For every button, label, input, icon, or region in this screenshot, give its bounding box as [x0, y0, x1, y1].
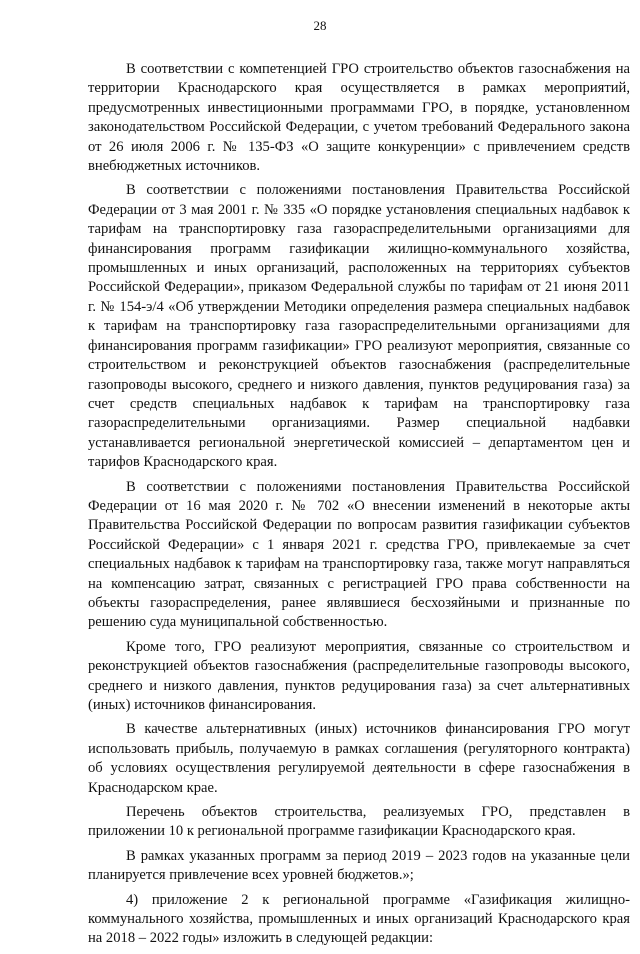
paragraph-special-surcharges: В соответствии с положениями постановления Правительства Российской Федерации от 3 мая 2001 г. № 335 «О порядке установления специальных надбавок к тарифам на транспортировку газа газораспределительными организациями для финансирования программ газификации жилищно-коммунального хозяйства, промышленных и иных организаций, расположенных на территориях субъектов Российской Федерации», приказом Федеральной службы по тарифам от 21 июня 2011 г. № 154-э/4 «Об утверждении Методики определения размера специальных надбавок к тарифам на транспортировку газа газораспределительными организациями для финансирования программ газификации» ГРО реализуют мероприятия, связанные со строительством и реконструкцией объектов газоснабжения (распределительные газопроводы высокого, среднего и низкого давления, пунктов редуцирования газа) за счет средств специальных надбавок к тарифам на транспортировку газа газораспределительными организациями. Размер специальной надбавки устанавливается региональной энергетической комиссией – департаментом цен и тарифов Краснодарского края. [88, 182, 630, 471]
paragraph-decree-702: В соответствии с положениями постановления Правительства Российской Федерации от 16 мая 2020 г. № 702 «О внесении изменений в некоторые акты Правительства Российской Федерации по вопросам развития газификации субъектов Российской Федерации» с 1 января 2021 г. средства ГРО, привлекаемые за счет специальных надбавок к тарифам на транспортировку газа, также могут направляться на компенсацию затрат, связанных с регистрацией ГРО права собственности на объекты газораспределения, ранее являвшиеся бесхозяйными и признанные по решению суда муниципальной собственностью. [88, 478, 630, 631]
paragraph-competence: В соответствии с компетенцией ГРО строительство объектов газоснабжения на территории Краснодарского края осуществляется в рамках мероприятий, предусмотренных инвестиционными программами ГРО, в порядке, установленном законодательством Российской Федерации, с учетом требований Федерального закона от 26 июля 2006 г. № 135-ФЗ «О защите конкуренции» с привлечением средств внебюджетных источников. [88, 61, 630, 175]
page-number: 28 [313, 18, 327, 33]
document-body [88, 60, 630, 954]
paragraph-budget-period: В рамках указанных программ за период 2019 – 2023 годов на указанные цели планируется привлечение всех уровней бюджетов.»; [88, 847, 630, 884]
paragraph-appendix-2: 4) приложение 2 к региональной программе «Газификация жилищно-коммунального хозяйства, промышленных и иных организаций Краснодарского края на 2018 – 2022 годы» изложить в следующей редакции: [88, 891, 630, 947]
paragraph-object-list: Перечень объектов строительства, реализуемых ГРО, представлен в приложении 10 к региональной программе газификации Краснодарского края. [88, 804, 630, 840]
paragraph-profit-use: В качестве альтернативных (иных) источников финансирования ГРО могут использовать прибыль, получаемую в рамках соглашения (регуляторного контракта) об условиях осуществления регулируемой деятельности в сфере газоснабжения в Краснодарском крае. [88, 721, 630, 796]
paragraph-alternative-sources: Кроме того, ГРО реализуют мероприятия, связанные со строительством и реконструкцией объектов газоснабжения (распределительные газопроводы высокого, среднего и низкого давления, пунктов редуцирования газа) за счет альтернативных (иных) источников финансирования. [88, 638, 630, 713]
